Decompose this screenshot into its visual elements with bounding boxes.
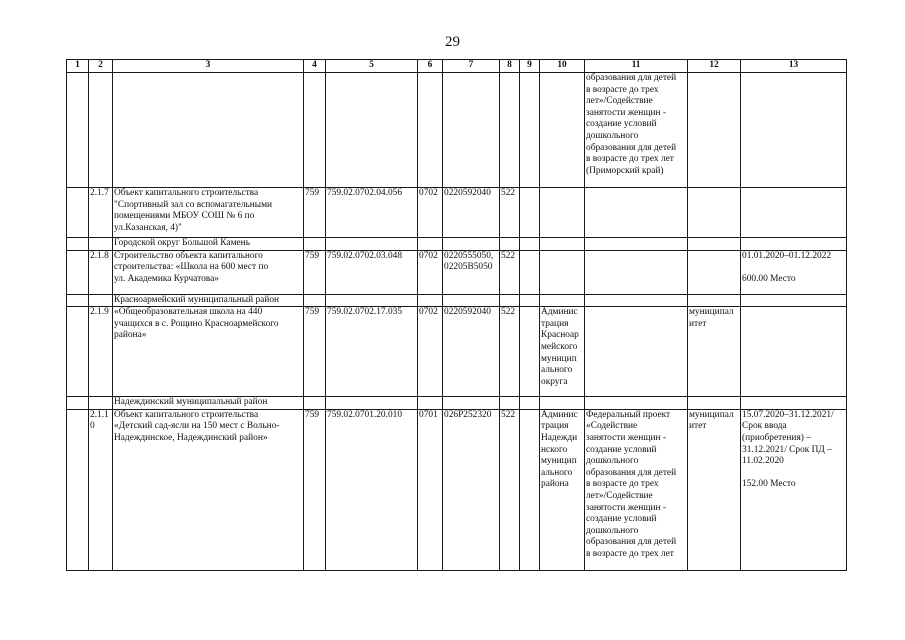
code-cell: 759 (304, 307, 326, 397)
code-cell: 759.02.0702.17.035 (326, 307, 418, 397)
table-row (67, 409, 847, 570)
section-row (67, 294, 847, 307)
code-cell: 0220555050, 02205B5050 (443, 250, 500, 294)
section-row (67, 238, 847, 251)
col-header: 3 (113, 60, 304, 73)
ownership-cell: муниципал итет (688, 409, 741, 570)
row-number: 2.1.9 (89, 307, 113, 397)
code-cell: 759 (304, 409, 326, 570)
code-cell: 759.02.0701.20.010 (326, 409, 418, 570)
object-name: Объект капитального строительства «Детский сад-ясли на 150 мест с Вольно- Надеждинское, Надеждинский район» (113, 409, 304, 570)
target-cell: образования для детей в возрасте до трех лет»/Содействие занятости женщин - создание условий дошкольного образования для детей в возрасте до трех лет (Приморский край) (585, 73, 688, 188)
executor-cell: Админис трация Красноар мейского муницип ального округа (540, 307, 585, 397)
ownership-cell: муниципал итет (688, 307, 741, 397)
term-cell: 01.01.2020–01.12.2022 600.00 Место (741, 250, 847, 294)
col-header: 5 (326, 60, 418, 73)
code-cell: 522 (500, 250, 520, 294)
col-header: 13 (741, 60, 847, 73)
header-row (67, 60, 847, 73)
col-header: 8 (500, 60, 520, 73)
code-cell: 759 (304, 188, 326, 238)
code-cell: 0702 (418, 307, 443, 397)
section-row (67, 397, 847, 410)
section-title: Городской округ Большой Камень (113, 238, 304, 251)
code-cell: 759.02.0702.04.056 (326, 188, 418, 238)
code-cell: 759 (304, 250, 326, 294)
document-table (66, 59, 847, 571)
col-header: 1 (67, 60, 89, 73)
code-cell: 0701 (418, 409, 443, 570)
col-header: 4 (304, 60, 326, 73)
col-header: 2 (89, 60, 113, 73)
code-cell: 522 (500, 307, 520, 397)
object-name: Объект капитального строительства "Спортивный зал со вспомагательными помещениями МБОУ СОШ № 6 по ул.Казанская, 4)" (113, 188, 304, 238)
table-row (67, 73, 847, 188)
code-cell: 759.02.0702.03.048 (326, 250, 418, 294)
col-header: 7 (443, 60, 500, 73)
table-row (67, 307, 847, 397)
col-header: 10 (540, 60, 585, 73)
col-header: 12 (688, 60, 741, 73)
object-name: Строительство объекта капитального строительства: «Школа на 600 мест по ул. Академика Курчатова» (113, 250, 304, 294)
col-header: 6 (418, 60, 443, 73)
executor-cell: Админис трация Надежди нского муницип ального района (540, 409, 585, 570)
table-row (67, 250, 847, 294)
table-row (67, 188, 847, 238)
code-cell: 0220592040 (443, 307, 500, 397)
row-number: 2.1.1 0 (89, 409, 113, 570)
row-number: 2.1.7 (89, 188, 113, 238)
section-title: Красноармейский муниципальный район (113, 294, 304, 307)
code-cell: 0702 (418, 188, 443, 238)
code-cell: 522 (500, 409, 520, 570)
row-number: 2.1.8 (89, 250, 113, 294)
code-cell: 0702 (418, 250, 443, 294)
page-number: 29 (445, 34, 460, 50)
col-header: 11 (585, 60, 688, 73)
section-title: Надеждинский муниципальный район (113, 397, 304, 410)
term-cell: 15.07.2020–31.12.2021/ Срок ввода (приобретения) – 31.12.2021/ Срок ПД – 11.02.2020 152.00 Место (741, 409, 847, 570)
target-cell: Федеральный проект «Содействие занятости женщин - создание условий дошкольного образования для детей в возрасте до трех лет»/Содействие занятости женщин - создание условий дошкольного образования для детей в возрасте до трех лет (585, 409, 688, 570)
col-header: 9 (520, 60, 540, 73)
object-name: «Общеобразовательная школа на 440 учащихся в с. Рощино Красноармейского района» (113, 307, 304, 397)
code-cell: 0220592040 (443, 188, 500, 238)
code-cell: 026P252320 (443, 409, 500, 570)
code-cell: 522 (500, 188, 520, 238)
